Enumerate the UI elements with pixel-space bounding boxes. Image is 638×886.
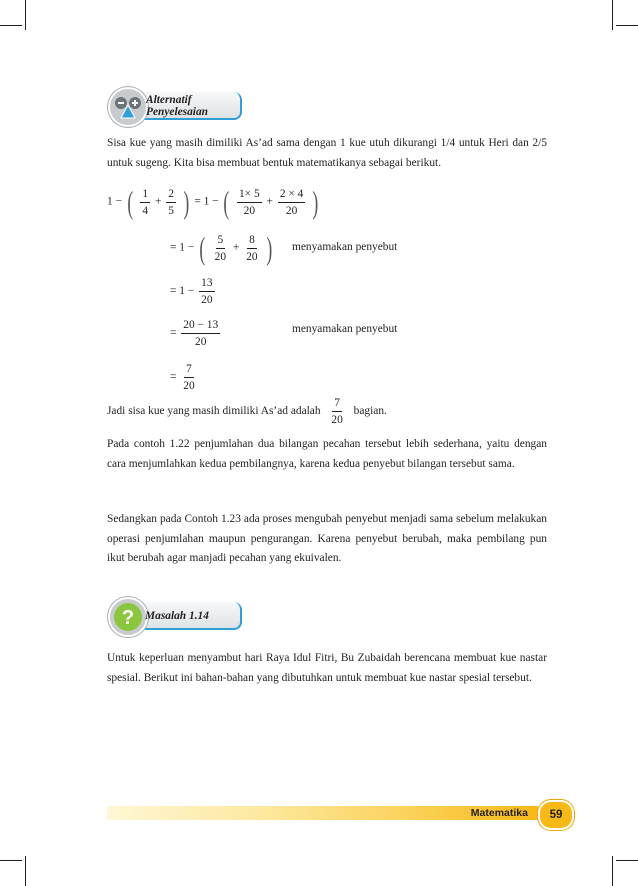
question-mark-icon xyxy=(110,599,146,635)
page-number: 59 xyxy=(538,800,574,830)
conclusion-line xyxy=(107,396,387,427)
numerator: 2 × 4 xyxy=(278,187,306,203)
scales-icon xyxy=(110,89,146,125)
denominator: 20 xyxy=(246,250,258,263)
numerator: 13 xyxy=(199,276,214,292)
math-equals: = xyxy=(170,285,177,298)
crop-mark xyxy=(25,0,26,30)
numerator: 7 xyxy=(332,396,342,412)
math-one: 1 xyxy=(107,195,113,208)
right-paren: ) xyxy=(183,184,190,220)
math-minus: − xyxy=(212,195,219,208)
denominator: 20 xyxy=(285,204,298,217)
denominator: 20 xyxy=(201,294,213,306)
math-equals: = xyxy=(170,327,177,340)
crop-mark xyxy=(612,0,613,30)
footer-subject: Matematika xyxy=(470,807,528,819)
math-equals: = xyxy=(170,371,177,384)
left-paren: ( xyxy=(223,184,230,220)
crop-mark xyxy=(616,860,638,861)
right-paren: ) xyxy=(312,184,319,220)
badge-title-line2: Penyelesaian xyxy=(146,106,209,118)
math-one: 1 xyxy=(203,195,210,208)
math-minus: − xyxy=(187,241,195,254)
denominator: 20 xyxy=(214,250,227,263)
fraction xyxy=(329,396,344,427)
denominator: 20 xyxy=(243,204,256,217)
fraction xyxy=(199,276,214,307)
math-line-2 xyxy=(170,232,275,264)
math-line-3 xyxy=(170,276,217,307)
math-minus: − xyxy=(115,195,122,208)
math-equals: = xyxy=(170,241,177,254)
svg-text:?: ? xyxy=(121,607,135,629)
math-plus: + xyxy=(266,195,273,208)
denominator: 20 xyxy=(331,414,343,426)
math-equals: = xyxy=(194,195,201,208)
paragraph-masalah: Untuk keperluan menyambut hari Raya Idul Fitri, Bu Zubaidah berencana membuat kue nastar spesial. Berikut ini bahan-bahan yang dibutuhkan untuk membuat kue nastar spesial tersebut. xyxy=(107,652,547,684)
fraction xyxy=(140,187,150,218)
crop-mark xyxy=(616,25,638,26)
crop-mark xyxy=(25,856,26,886)
fraction xyxy=(166,187,176,218)
numerator: 8 xyxy=(247,233,257,249)
badge-title xyxy=(146,94,208,118)
math-one: 1 xyxy=(179,241,185,254)
numerator: 20 − 13 xyxy=(181,318,220,334)
math-line-5 xyxy=(170,362,199,393)
math-plus: + xyxy=(154,195,162,208)
denominator: 20 xyxy=(183,380,195,392)
numerator: 5 xyxy=(216,233,226,249)
intro-paragraph: Sisa kue yang masih dimiliki As’ad sama dengan 1 kue utuh dikurangi 1/4 untuk Heri dan 2/5 untuk sugeng. Kita bisa membuat bentuk matematikanya sebagai berikut. xyxy=(107,137,547,169)
fraction xyxy=(213,233,228,264)
footer-bar xyxy=(107,806,538,820)
badge-title-line1: Alternatif xyxy=(146,94,192,106)
fraction xyxy=(181,362,196,393)
right-paren: ) xyxy=(266,230,273,266)
math-minus: − xyxy=(187,285,195,298)
masalah-label: Masalah xyxy=(145,610,187,622)
left-paren: ( xyxy=(127,184,134,220)
fraction xyxy=(278,187,306,218)
masalah-number: 1.14 xyxy=(189,610,209,622)
fraction xyxy=(237,187,262,218)
math-note: menyamakan penyebut xyxy=(292,241,398,253)
left-paren: ( xyxy=(199,230,206,266)
numerator: 2 xyxy=(166,187,176,203)
conclusion-text-end: bagian. xyxy=(353,405,387,418)
fraction xyxy=(181,318,220,349)
math-plus: + xyxy=(232,241,240,254)
math-note: menyamakan penyebut xyxy=(292,323,398,335)
math-one: 1 xyxy=(179,285,185,298)
conclusion-text: Jadi sisa kue yang masih dimiliki As’ad adalah xyxy=(107,405,321,418)
fraction xyxy=(244,233,259,264)
paragraph-contoh-1-23: Sedangkan pada Contoh 1.23 ada proses mengubah penyebut menjadi sama sebelum melakukan operasi penjumlahan maupun pengurangan. Karena penyebut berubah, maka pembilang pun ikut berubah agar manjadi pecahan yang ekuivalen. xyxy=(107,513,547,564)
denominator: 4 xyxy=(142,204,149,217)
numerator: 1× 5 xyxy=(237,187,262,203)
math-line-4 xyxy=(170,318,222,349)
numerator: 1 xyxy=(140,187,150,203)
denominator: 5 xyxy=(168,204,174,217)
math-line-1 xyxy=(107,186,321,218)
crop-mark xyxy=(0,25,22,26)
crop-mark xyxy=(0,860,22,861)
denominator: 20 xyxy=(195,336,207,348)
paragraph-contoh-1-22: Pada contoh 1.22 penjumlahan dua bilangan pecahan tersebut lebih sederhana, yaitu dengan cara menjumlahkan kedua pembilangnya, karena kedua penyebut bilangan tersebut sama. xyxy=(107,438,547,470)
crop-mark xyxy=(612,856,613,886)
numerator: 7 xyxy=(184,362,194,378)
masalah-title xyxy=(145,610,209,622)
